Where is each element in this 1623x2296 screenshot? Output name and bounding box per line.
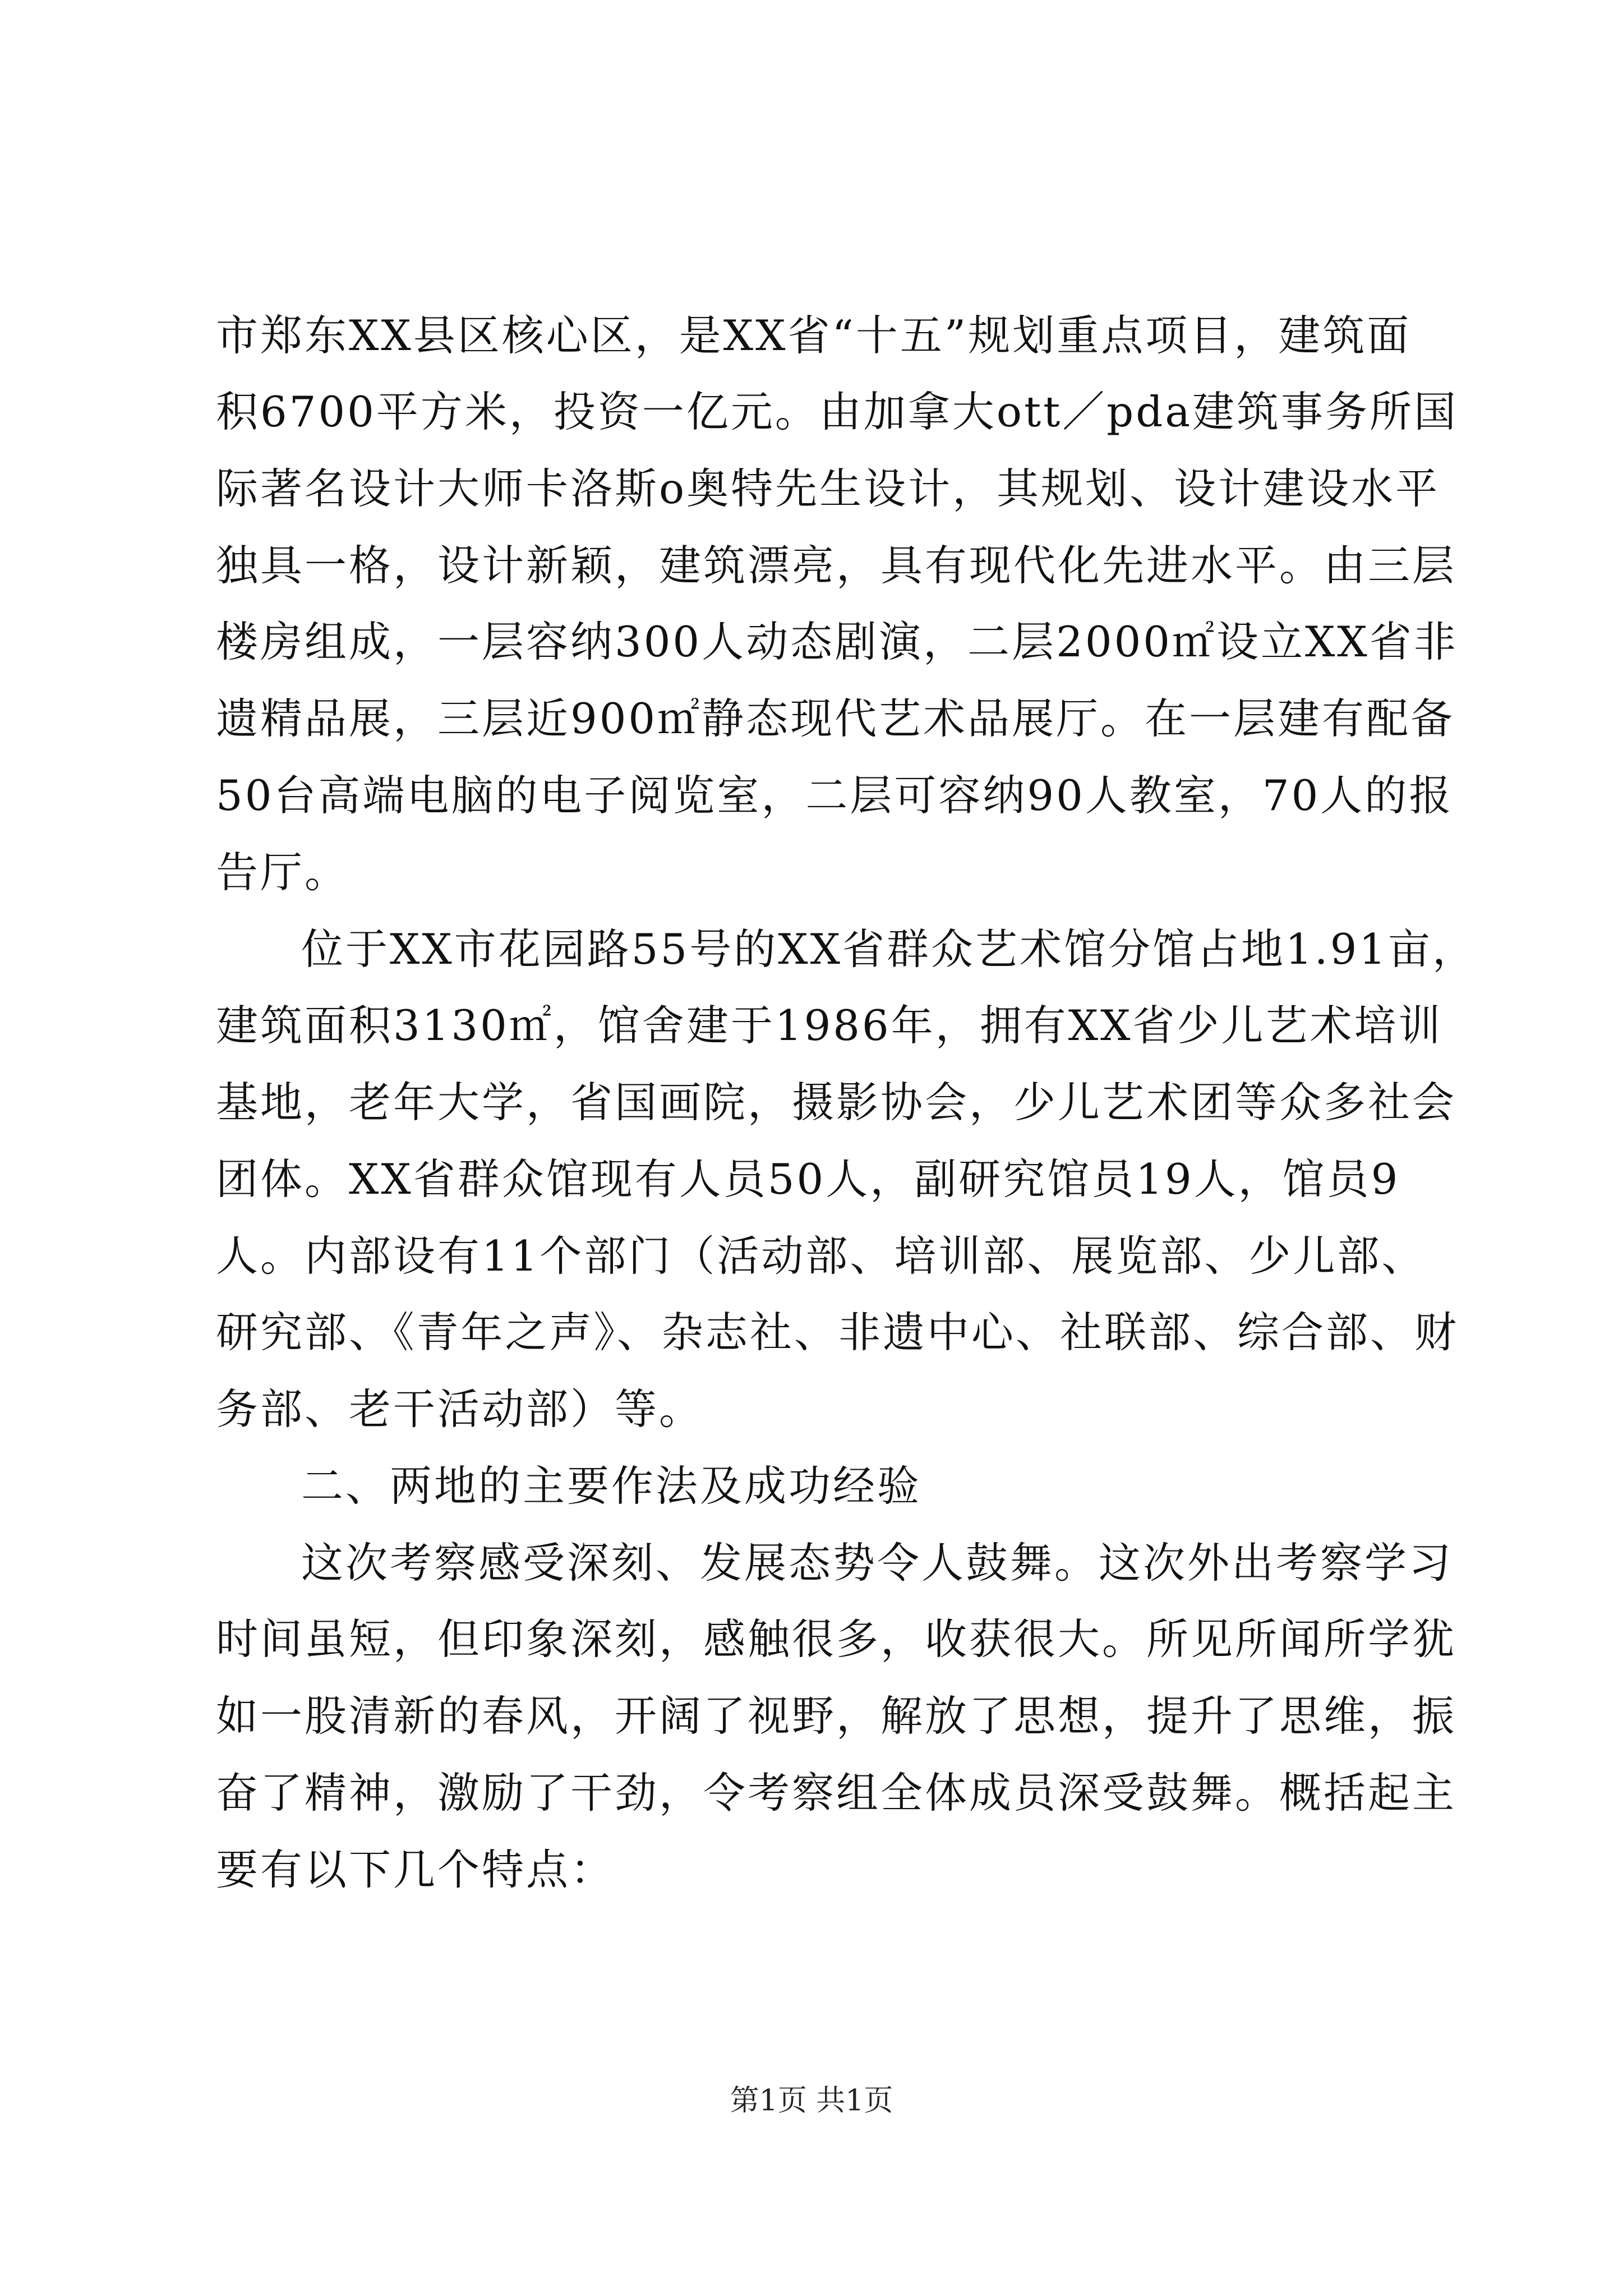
- text-line: 团体。XX省群众馆现有人员50人，副研究馆员19人，馆员9: [216, 1154, 1400, 1204]
- text-line: 积6700平方米，投资一亿元。由加拿大ott／pda建筑事务所国: [216, 387, 1459, 436]
- paragraph-first-line: 这次考察感受深刻、发展态势令人鼓舞。这次外出考察学习: [301, 1538, 1454, 1588]
- text-line: 人。内部设有11个部门（活动部、培训部、展览部、少儿部、: [216, 1231, 1426, 1281]
- page-number-footer: 第1页 共1页: [730, 2084, 893, 2118]
- text-line: 要有以下几个特点：: [216, 1845, 615, 1894]
- text-line: 务部、老干活动部）等。: [216, 1384, 704, 1434]
- text-line: 如一股清新的春风，开阔了视野，解放了思想，提升了思维，振: [216, 1691, 1457, 1741]
- text-line: 遗精品展，三层近900㎡静态现代艺术品展厅。在一层建有配备: [216, 694, 1455, 743]
- text-line: 楼房组成，一层容纳300人动态剧演，二层2000㎡设立XX省非: [216, 617, 1458, 666]
- text-line: 建筑面积3130㎡，馆舍建于1986年，拥有XX省少儿艺术培训: [216, 1001, 1443, 1050]
- paragraph-first-line: 位于XX市花园路55号的XX省群众艺术馆分馆占地1.91亩，: [301, 924, 1477, 974]
- text-line: 时间虽短，但印象深刻，感触很多，收获很大。所见所闻所学犹: [216, 1614, 1457, 1664]
- text-line: 奋了精神，激励了干劲，令考察组全体成员深受鼓舞。概括起主: [216, 1768, 1457, 1818]
- text-line: 市郑东XX县区核心区，是XX省“十五”规划重点项目，建筑面: [216, 311, 1412, 360]
- section-heading: 二、两地的主要作法及成功经验: [301, 1461, 922, 1511]
- text-line: 50台高端电脑的电子阅览室，二层可容纳90人教室，70人的报: [216, 771, 1454, 820]
- text-line: 际著名设计大师卡洛斯o奥特先生设计，其规划、设计建设水平: [216, 464, 1440, 513]
- text-line: 研究部、《青年之声》、杂志社、非遗中心、社联部、综合部、财: [216, 1308, 1459, 1357]
- text-line: 告厅。: [216, 848, 349, 897]
- text-line: 独具一格，设计新颖，建筑漂亮，具有现代化先进水平。由三层: [216, 541, 1457, 590]
- text-line: 基地，老年大学，省国画院，摄影协会，少儿艺术团等众多社会: [216, 1078, 1457, 1127]
